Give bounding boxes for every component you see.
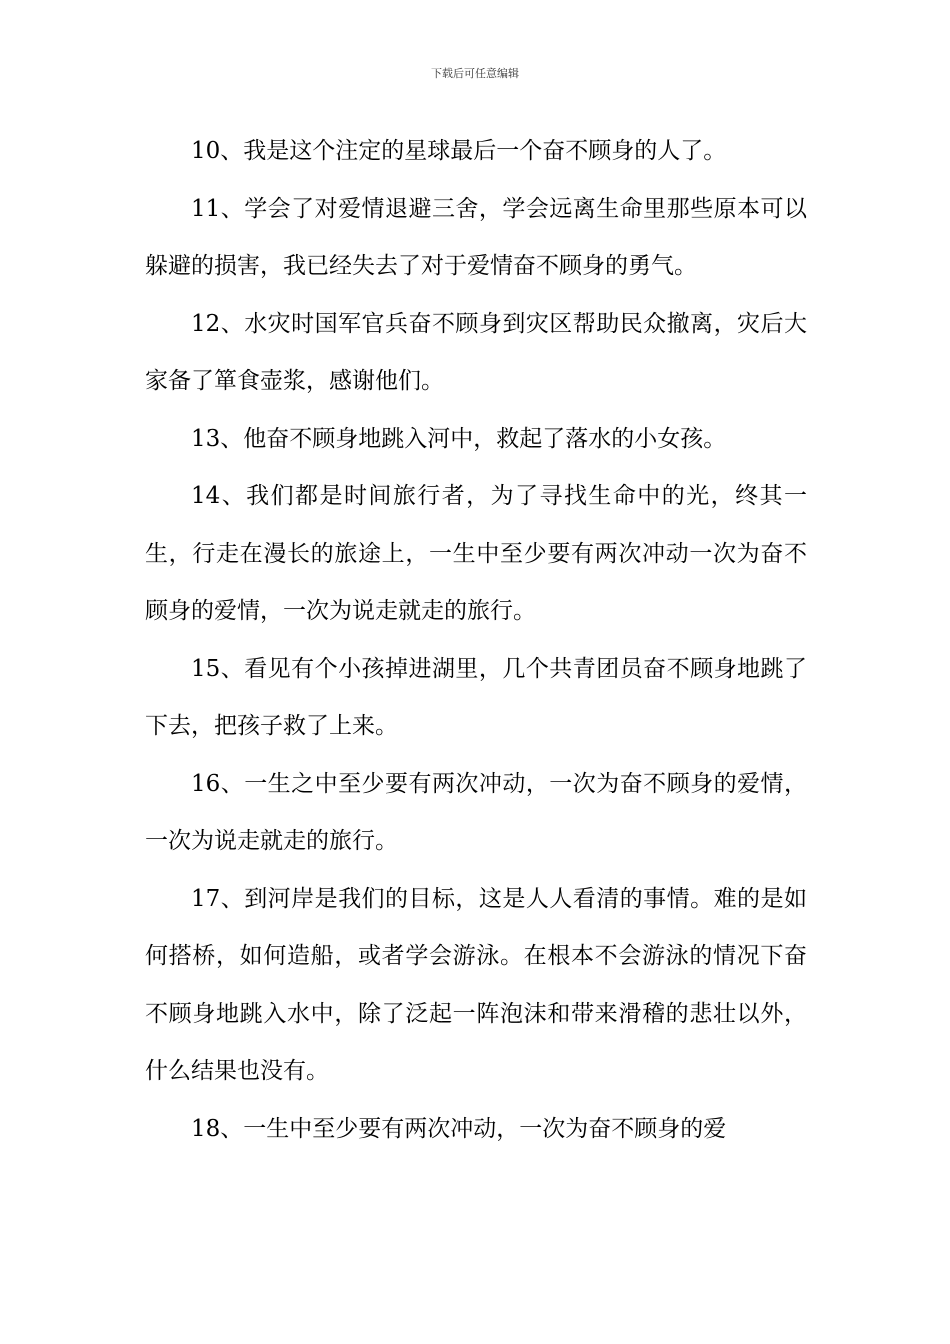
paragraph-15: 15、看见有个小孩掉进湖里，几个共青团员奋不顾身地跳了下去，把孩子救了上来。 [145,655,807,739]
paragraph-16: 16、一生之中至少要有两次冲动，一次为奋不顾身的爱情，一次为说走就走的旅行。 [145,770,807,854]
document-body [145,123,807,1158]
paragraph-13: 13、他奋不顾身地跳入河中，救起了落水的小女孩。 [191,425,727,452]
page-header: 下载后可任意编辑 [431,67,519,80]
paragraph-10: 10、我是这个注定的星球最后一个奋不顾身的人了。 [191,138,727,164]
paragraph-14: 14、我们都是时间旅行者，为了寻找生命中的光，终其一生，行走在漫长的旅途上，一生中至少要有两次冲动一次为奋不顾身的爱情，一次为说走就走的旅行。 [145,483,807,624]
paragraph-11: 11、学会了对爱情退避三舍，学会远离生命里那些原本可以躲避的损害，我已经失去了对于爱情奋不顾身的勇气。 [145,195,807,279]
paragraph-17: 17、到河岸是我们的目标，这是人人看清的事情。难的是如何搭桥，如何造船，或者学会游泳。在根本不会游泳的情况下奋不顾身地跳入水中，除了泛起一阵泡沫和带来滑稽的悲壮以外，什么结果也没有。 [145,885,807,1084]
paragraph-18: 18、一生中至少要有两次冲动，一次为奋不顾身的爱 [191,1115,727,1142]
paragraph-12: 12、水灾时国军官兵奋不顾身到灾区帮助民众撤离，灾后大家备了箪食壶浆，感谢他们。 [145,310,807,394]
